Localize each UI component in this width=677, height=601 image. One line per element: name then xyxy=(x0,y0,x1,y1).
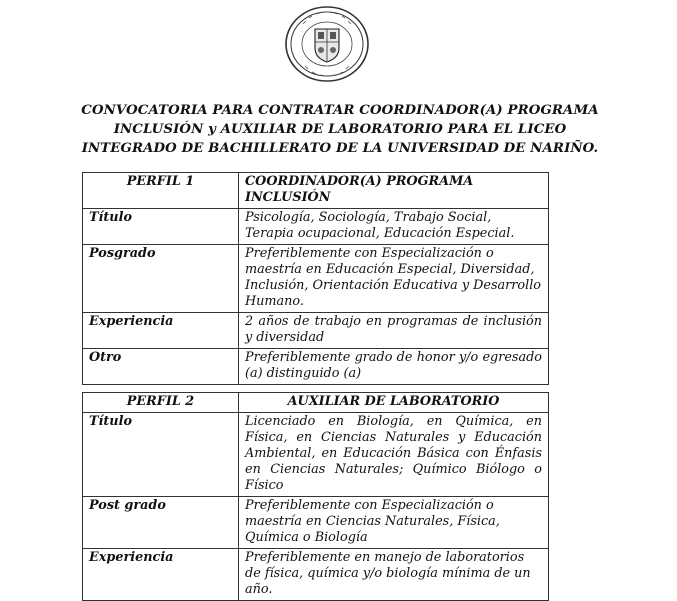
row-label: Otro xyxy=(83,349,239,385)
document-heading xyxy=(70,101,610,158)
row-value: Preferiblemente con Especialización o maestría en Educación Especial, Diversidad, Inclusión, Orientación Educativa y Desarrollo Humano. xyxy=(239,245,549,313)
table-row xyxy=(83,313,549,349)
row-label: Título xyxy=(83,413,239,497)
university-seal-icon xyxy=(283,4,371,84)
table-row xyxy=(83,245,549,313)
table-row xyxy=(83,413,549,497)
table-row xyxy=(83,349,549,385)
heading-line-1: CONVOCATORIA PARA CONTRATAR COORDINADOR(A) PROGRAMA xyxy=(81,103,599,118)
profile-2-header-row xyxy=(83,393,549,413)
row-value: Psicología, Sociología, Trabajo Social, Terapia ocupacional, Educación Especial. xyxy=(239,209,549,245)
profile-1-table xyxy=(82,172,549,385)
row-label: Post grado xyxy=(83,497,239,549)
profile-2-label: PERFIL 2 xyxy=(83,393,239,413)
profile-1-header-row xyxy=(83,173,549,209)
table-row xyxy=(83,549,549,601)
row-value: 2 años de trabajo en programas de inclusión y diversidad xyxy=(239,313,549,349)
row-value: Licenciado en Biología, en Química, en Física, en Ciencias Naturales y Educación Ambiental, en Educación Básica con Énfasis en Ciencias Naturales; Químico Biólogo o Físico xyxy=(239,413,549,497)
heading-line-2: INCLUSIÓN y AUXILIAR DE LABORATORIO PARA EL LICEO xyxy=(113,122,567,137)
profile-2-title: AUXILIAR DE LABORATORIO xyxy=(239,393,549,413)
row-value: Preferiblemente con Especialización o maestría en Ciencias Naturales, Física, Química o Biología xyxy=(239,497,549,549)
table-row xyxy=(83,497,549,549)
heading-line-3: INTEGRADO DE BACHILLERATO DE LA UNIVERSIDAD DE NARIÑO. xyxy=(81,141,599,156)
profile-1-label: PERFIL 1 xyxy=(83,173,239,209)
row-label: Experiencia xyxy=(83,549,239,601)
row-label: Experiencia xyxy=(83,313,239,349)
row-label: Título xyxy=(83,209,239,245)
row-value: Preferiblemente en manejo de laboratorios de física, química y/o biología mínima de un año. xyxy=(239,549,549,601)
profile-1-title: COORDINADOR(A) PROGRAMA INCLUSIÓN xyxy=(239,173,549,209)
profile-2-table xyxy=(82,392,549,601)
row-value: Preferiblemente grado de honor y/o egresado (a) distinguido (a) xyxy=(239,349,549,385)
table-row xyxy=(83,209,549,245)
row-label: Posgrado xyxy=(83,245,239,313)
